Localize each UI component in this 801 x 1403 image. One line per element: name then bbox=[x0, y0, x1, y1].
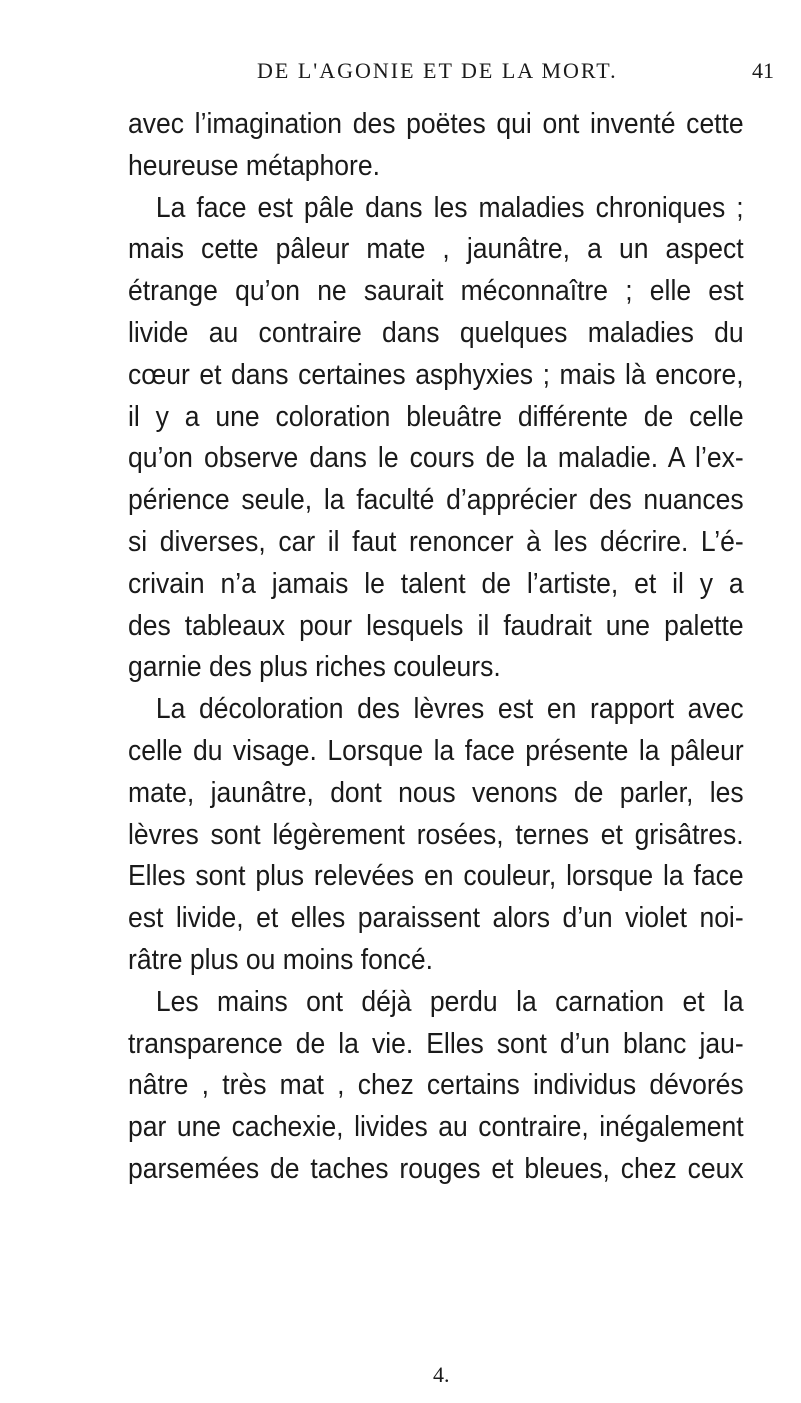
text-line: Elles sont plus relevées en couleur, lorsque la face bbox=[128, 860, 744, 893]
text-line: des tableaux pour lesquels il faudrait une palette bbox=[128, 609, 744, 642]
text-line: heureuse métaphore. bbox=[128, 149, 380, 182]
text-line: La décoloration des lèvres est en rapport avec bbox=[155, 693, 744, 726]
signature-mark: 4. bbox=[433, 1362, 450, 1387]
text-line: qu’on observe dans le cours de la maladie. A l’ex- bbox=[128, 442, 744, 475]
text-line: râtre plus ou moins foncé. bbox=[128, 943, 433, 976]
text-line: cœur et dans certaines asphyxies ; mais là encore, bbox=[128, 358, 744, 391]
running-head bbox=[0, 58, 801, 88]
text-line: périence seule, la faculté d’apprécier des nuances bbox=[128, 484, 744, 517]
text-line: parsemées de taches rouges et bleues, chez ceux bbox=[128, 1152, 744, 1185]
text-line: garnie des plus riches couleurs. bbox=[128, 651, 501, 684]
running-title: DE L'AGONIE ET DE LA MORT. bbox=[257, 58, 618, 83]
text-line: La face est pâle dans les maladies chroniques ; bbox=[155, 191, 744, 224]
text-line: nâtre , très mat , chez certains individus dévorés bbox=[128, 1069, 744, 1102]
text-line: transparence de la vie. Elles sont d’un blanc jau- bbox=[128, 1027, 744, 1060]
page-number: 41 bbox=[752, 58, 774, 83]
text-line: lèvres sont légèrement rosées, ternes et grisâtres. bbox=[128, 818, 744, 851]
text-line: est livide, et elles paraissent alors d’un violet noi- bbox=[128, 902, 744, 935]
text-line: étrange qu’on ne saurait méconnaître ; elle est bbox=[128, 275, 744, 308]
text-line: il y a une coloration bleuâtre différente de celle bbox=[128, 400, 744, 433]
text-line: mais cette pâleur mate , jaunâtre, a un aspect bbox=[128, 233, 744, 266]
text-line: avec l’imagination des poëtes qui ont inventé cette bbox=[128, 108, 744, 140]
text-line: par une cachexie, livides au contraire, inégalement bbox=[128, 1111, 744, 1144]
text-line: livide au contraire dans quelques maladies du bbox=[128, 316, 744, 349]
text-line: Les mains ont déjà perdu la carnation et la bbox=[155, 985, 744, 1018]
text-line: celle du visage. Lorsque la face présente la pâleur bbox=[128, 734, 744, 767]
text-line: mate, jaunâtre, dont nous venons de parler, les bbox=[128, 776, 744, 809]
text-line: crivain n’a jamais le talent de l’artiste, et il y a bbox=[128, 567, 744, 600]
text-line: si diverses, car il faut renoncer à les décrire. L’é- bbox=[128, 525, 744, 558]
body-text bbox=[128, 104, 744, 1191]
